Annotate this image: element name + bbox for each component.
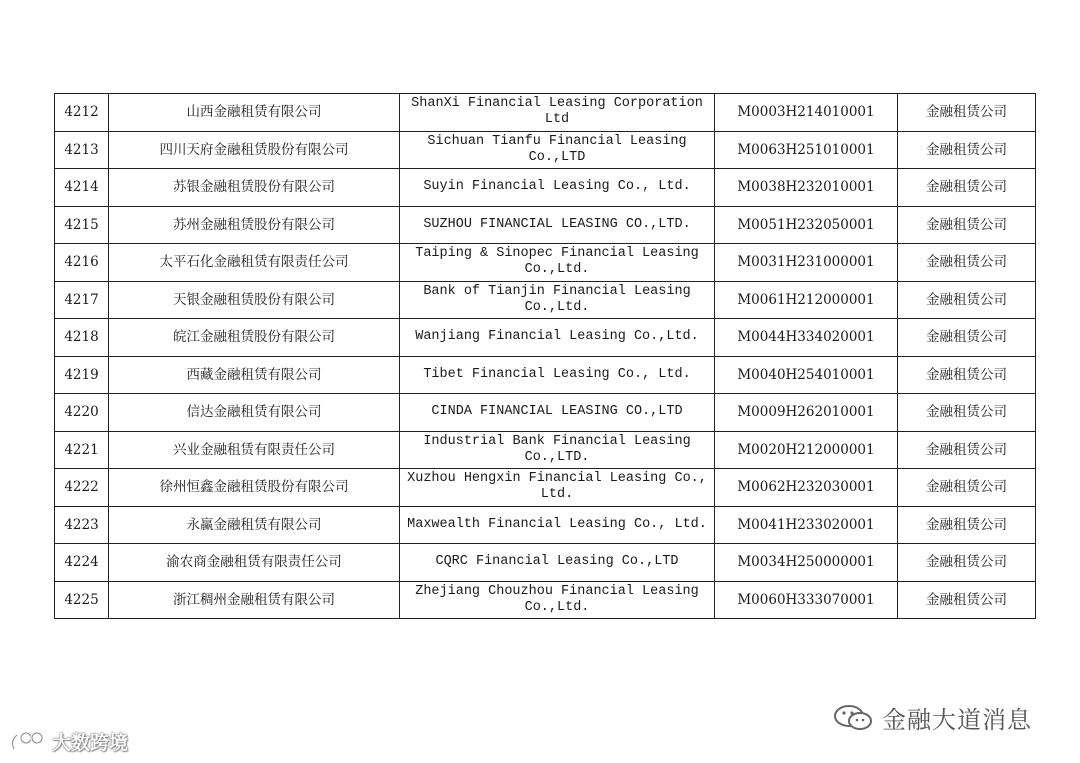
chinese-name-cell: 徐州恒鑫金融租赁股份有限公司 xyxy=(109,469,400,507)
chinese-name-cell: 西藏金融租赁有限公司 xyxy=(109,356,400,394)
institution-type-cell: 金融租赁公司 xyxy=(898,281,1036,319)
english-name-cell: Taiping & Sinopec Financial Leasing Co.,Ltd. xyxy=(400,244,715,282)
english-name-cell: CINDA FINANCIAL LEASING CO.,LTD xyxy=(400,394,715,432)
english-name-cell: Sichuan Tianfu Financial Leasing Co.,LTD xyxy=(400,131,715,169)
watermark-right-text: 金融大道消息 xyxy=(882,706,1032,734)
table-row xyxy=(55,169,1036,207)
row-number-cell: 4213 xyxy=(55,131,109,169)
table-row xyxy=(55,244,1036,282)
chinese-name-cell: 太平石化金融租赁有限责任公司 xyxy=(109,244,400,282)
institution-type-cell: 金融租赁公司 xyxy=(898,319,1036,357)
table-row xyxy=(55,94,1036,132)
table-row xyxy=(55,506,1036,544)
english-name-cell: Industrial Bank Financial Leasing Co.,LTD. xyxy=(400,431,715,469)
row-number-cell: 4216 xyxy=(55,244,109,282)
table-row xyxy=(55,281,1036,319)
row-number-cell: 4223 xyxy=(55,506,109,544)
institution-code-cell: M0038H232010001 xyxy=(715,169,898,207)
table-row xyxy=(55,206,1036,244)
english-name-cell: Maxwealth Financial Leasing Co., Ltd. xyxy=(400,506,715,544)
row-number-cell: 4222 xyxy=(55,469,109,507)
institution-code-cell: M0031H231000001 xyxy=(715,244,898,282)
institution-type-cell: 金融租赁公司 xyxy=(898,94,1036,132)
watermark-right xyxy=(832,700,1032,735)
chinese-name-cell: 天银金融租赁股份有限公司 xyxy=(109,281,400,319)
table-row xyxy=(55,319,1036,357)
table-row xyxy=(55,131,1036,169)
row-number-cell: 4221 xyxy=(55,431,109,469)
english-name-cell: Wanjiang Financial Leasing Co.,Ltd. xyxy=(400,319,715,357)
institution-type-cell: 金融租赁公司 xyxy=(898,544,1036,582)
institution-type-cell: 金融租赁公司 xyxy=(898,244,1036,282)
chinese-name-cell: 山西金融租赁有限公司 xyxy=(109,94,400,132)
row-number-cell: 4225 xyxy=(55,581,109,619)
watermark-left-text: 大数跨境 xyxy=(52,732,129,754)
chinese-name-cell: 皖江金融租赁股份有限公司 xyxy=(109,319,400,357)
institution-code-cell: M0061H212000001 xyxy=(715,281,898,319)
institution-table xyxy=(54,93,1036,619)
chinese-name-cell: 兴业金融租赁有限责任公司 xyxy=(109,431,400,469)
institution-code-cell: M0062H232030001 xyxy=(715,469,898,507)
row-number-cell: 4218 xyxy=(55,319,109,357)
institution-code-cell: M0003H214010001 xyxy=(715,94,898,132)
institution-code-cell: M0009H262010001 xyxy=(715,394,898,432)
institution-code-cell: M0040H254010001 xyxy=(715,356,898,394)
table-row xyxy=(55,581,1036,619)
table-row xyxy=(55,394,1036,432)
row-number-cell: 4219 xyxy=(55,356,109,394)
chinese-name-cell: 苏州金融租赁股份有限公司 xyxy=(109,206,400,244)
english-name-cell: CQRC Financial Leasing Co.,LTD xyxy=(400,544,715,582)
row-number-cell: 4214 xyxy=(55,169,109,207)
english-name-cell: Zhejiang Chouzhou Financial Leasing Co.,Ltd. xyxy=(400,581,715,619)
table-row xyxy=(55,469,1036,507)
logo-icon xyxy=(8,729,48,755)
institution-code-cell: M0041H233020001 xyxy=(715,506,898,544)
table-row xyxy=(55,544,1036,582)
institution-type-cell: 金融租赁公司 xyxy=(898,581,1036,619)
english-name-cell: Bank of Tianjin Financial Leasing Co.,Ltd. xyxy=(400,281,715,319)
institution-code-cell: M0051H232050001 xyxy=(715,206,898,244)
table-body xyxy=(55,94,1036,619)
watermark-left xyxy=(8,728,128,755)
institution-type-cell: 金融租赁公司 xyxy=(898,469,1036,507)
english-name-cell: Xuzhou Hengxin Financial Leasing Co., Ltd. xyxy=(400,469,715,507)
institution-code-cell: M0044H334020001 xyxy=(715,319,898,357)
chinese-name-cell: 苏银金融租赁股份有限公司 xyxy=(109,169,400,207)
table-row xyxy=(55,356,1036,394)
institution-code-cell: M0034H250000001 xyxy=(715,544,898,582)
institution-type-cell: 金融租赁公司 xyxy=(898,394,1036,432)
table-row xyxy=(55,431,1036,469)
institution-type-cell: 金融租赁公司 xyxy=(898,356,1036,394)
institution-code-cell: M0060H333070001 xyxy=(715,581,898,619)
english-name-cell: Suyin Financial Leasing Co., Ltd. xyxy=(400,169,715,207)
institution-code-cell: M0063H251010001 xyxy=(715,131,898,169)
wechat-chat-icon xyxy=(832,703,876,733)
english-name-cell: SUZHOU FINANCIAL LEASING CO.,LTD. xyxy=(400,206,715,244)
english-name-cell: Tibet Financial Leasing Co., Ltd. xyxy=(400,356,715,394)
institution-type-cell: 金融租赁公司 xyxy=(898,131,1036,169)
chinese-name-cell: 四川天府金融租赁股份有限公司 xyxy=(109,131,400,169)
chinese-name-cell: 信达金融租赁有限公司 xyxy=(109,394,400,432)
institution-type-cell: 金融租赁公司 xyxy=(898,206,1036,244)
row-number-cell: 4220 xyxy=(55,394,109,432)
row-number-cell: 4217 xyxy=(55,281,109,319)
chinese-name-cell: 永赢金融租赁有限公司 xyxy=(109,506,400,544)
institution-type-cell: 金融租赁公司 xyxy=(898,169,1036,207)
row-number-cell: 4215 xyxy=(55,206,109,244)
institution-type-cell: 金融租赁公司 xyxy=(898,506,1036,544)
chinese-name-cell: 浙江稠州金融租赁有限公司 xyxy=(109,581,400,619)
english-name-cell: ShanXi Financial Leasing Corporation Ltd xyxy=(400,94,715,132)
institution-code-cell: M0020H212000001 xyxy=(715,431,898,469)
institution-type-cell: 金融租赁公司 xyxy=(898,431,1036,469)
row-number-cell: 4224 xyxy=(55,544,109,582)
row-number-cell: 4212 xyxy=(55,94,109,132)
chinese-name-cell: 渝农商金融租赁有限责任公司 xyxy=(109,544,400,582)
